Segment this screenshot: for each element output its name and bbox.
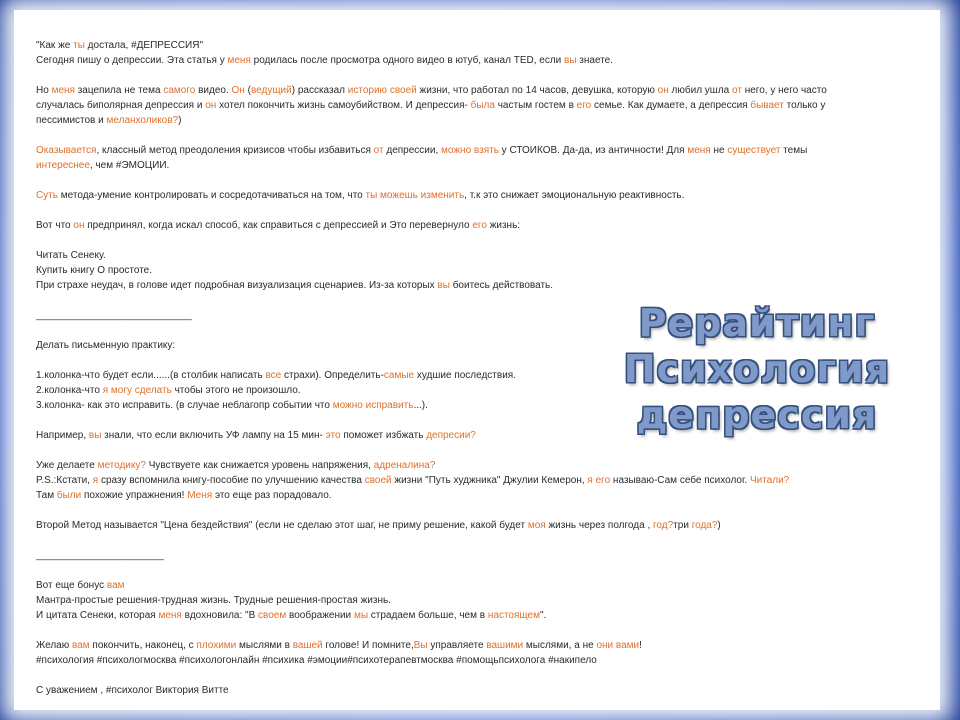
text-line: [36, 578, 916, 593]
text-line: [36, 143, 916, 158]
text-run: только у: [783, 100, 826, 111]
text-run: Уже делаете: [36, 460, 98, 471]
highlighted-word: вы: [437, 280, 450, 291]
highlighted-word: Суть: [36, 190, 59, 201]
text-run: чтобы этого не произошло.: [171, 385, 301, 396]
text-run: жизнь через полгода ,: [545, 520, 653, 531]
highlighted-word: адреналина?: [373, 460, 436, 471]
highlighted-word: вы: [88, 430, 102, 441]
text-run: ".: [539, 610, 547, 621]
slide-title-line-3: депрессия: [636, 393, 878, 437]
text-run: #психология #психологмосква #психологонлайн #психика #эмоции#психотерапевтмосква #помощьпсихолога #накипело: [36, 655, 597, 666]
text-line: [36, 218, 916, 233]
text-line: [36, 458, 916, 473]
text-line: [36, 488, 916, 503]
text-line: [36, 593, 916, 608]
highlighted-word: вашими: [486, 640, 524, 651]
text-line: [36, 473, 916, 488]
text-run: Там: [36, 490, 57, 501]
text-run: темы: [780, 145, 808, 156]
text-run: это еще раз порадовало.: [212, 490, 332, 501]
text-run: ____________________________: [36, 310, 192, 321]
highlighted-word: это: [325, 430, 341, 441]
highlighted-word: Меня: [187, 490, 213, 501]
highlighted-word: от: [732, 85, 742, 96]
text-run: не: [710, 145, 728, 156]
highlighted-word: вашей: [292, 640, 323, 651]
highlighted-word: существует: [727, 145, 781, 156]
text-line: [36, 248, 916, 263]
text-run: достала, #ДЕПРЕССИЯ": [84, 40, 203, 51]
text-line: [36, 638, 916, 653]
text-run: похожие упражнения!: [81, 490, 188, 501]
text-line: [36, 518, 916, 533]
text-run: вдохновила: "В: [181, 610, 259, 621]
text-line: [36, 683, 916, 696]
blank-line: [36, 668, 916, 683]
highlighted-word: Оказывается: [36, 145, 97, 156]
text-run: , т.к это снижает эмоциональную реактивность.: [464, 190, 685, 201]
text-run: Читать Сенеку.: [36, 250, 106, 261]
text-line: [36, 113, 916, 128]
text-run: страдаем больше, чем в: [368, 610, 488, 621]
highlighted-word: от: [373, 145, 384, 156]
highlighted-word: он: [205, 100, 217, 111]
highlighted-word: все: [265, 370, 282, 381]
text-run: ): [178, 115, 182, 126]
blank-line: [36, 563, 916, 578]
highlighted-word: он: [73, 220, 85, 231]
text-run: Чувствуете как снижается уровень напряжения,: [145, 460, 374, 471]
text-run: мыслями, а не: [523, 640, 597, 651]
highlighted-word: была: [470, 100, 495, 111]
slide-title-line-1: Рерайтинг: [638, 301, 876, 345]
highlighted-word: можно исправить: [332, 400, 414, 411]
text-run: P.S.:Кстати,: [36, 475, 93, 486]
highlighted-word: настоящем: [487, 610, 540, 621]
text-run: Например,: [36, 430, 89, 441]
text-run: страхи). Определить-: [281, 370, 384, 381]
text-line: [36, 38, 916, 53]
text-line: [36, 653, 916, 668]
text-run: зацепила не тема: [74, 85, 164, 96]
text-run: боитесь действовать.: [449, 280, 554, 291]
slide-title-line-2: Психология: [623, 347, 891, 391]
text-run: ) рассказал: [291, 85, 348, 96]
text-run: воображении: [286, 610, 354, 621]
blank-line: [36, 503, 916, 518]
slide-title: [612, 300, 902, 438]
highlighted-word: методику?: [97, 460, 146, 471]
text-run: При страхе неудач, в голове идет подробная визуализация сценариев. Из-за которых: [36, 280, 438, 291]
highlighted-word: бывает: [750, 100, 784, 111]
blank-line: [36, 68, 916, 83]
text-line: [36, 188, 916, 203]
text-run: знали, что если включить УФ лампу на 15 мин-: [101, 430, 326, 441]
text-run: три: [673, 520, 692, 531]
text-run: знаете.: [576, 55, 614, 66]
highlighted-word: мы: [353, 610, 368, 621]
text-run: ...).: [413, 400, 428, 411]
highlighted-word: меня: [687, 145, 711, 156]
text-run: мыслями в: [236, 640, 293, 651]
blank-line: [36, 443, 916, 458]
text-line: [36, 278, 916, 293]
text-run: Вот еще бонус: [36, 580, 107, 591]
highlighted-word: меня: [158, 610, 182, 621]
text-run: случалась биполярная депрессия и: [36, 100, 206, 111]
text-run: него, у него часто: [741, 85, 827, 96]
text-run: 3.колонка- как это исправить. (в случае неблагопр событии что: [36, 400, 333, 411]
highlighted-word: я могу сделать: [102, 385, 172, 396]
blank-line: [36, 533, 916, 548]
highlighted-word: я: [92, 475, 99, 486]
text-run: жизни "Путь худжника" Джулии Кемерон,: [391, 475, 588, 486]
highlighted-word: Вы: [413, 640, 428, 651]
highlighted-word: моя: [527, 520, 546, 531]
highlighted-word: меня: [227, 55, 251, 66]
highlighted-word: Читали?: [749, 475, 790, 486]
text-run: частым гостем в: [494, 100, 577, 111]
blank-line: [36, 233, 916, 248]
text-run: Второй Метод называется "Цена бездействия" (если не сделаю этот шаг, не приму решение, какой будет: [36, 520, 528, 531]
highlighted-word: самые: [383, 370, 415, 381]
text-run: хотел покончить жизнь самоубийством. И депрессия-: [216, 100, 471, 111]
text-run: жизни, что работал по 14 часов, девушка, которую: [416, 85, 658, 96]
highlighted-word: он: [657, 85, 669, 96]
text-run: _______________________: [36, 550, 164, 561]
text-run: пессимистов и: [36, 115, 107, 126]
text-run: поможет избжать: [340, 430, 427, 441]
blank-line: [36, 173, 916, 188]
highlighted-word: вы: [564, 55, 577, 66]
text-run: Купить книгу О простоте.: [36, 265, 153, 276]
highlighted-word: ведущий: [250, 85, 292, 96]
text-line: [36, 98, 916, 113]
highlighted-word: я его: [587, 475, 611, 486]
text-run: родилась после просмотра одного видео в ютуб, канал TED, если: [250, 55, 565, 66]
text-run: Вот что: [36, 220, 74, 231]
text-run: , классный метод преодоления кризисов чтобы избавиться: [96, 145, 374, 156]
text-run: Желаю: [36, 640, 73, 651]
highlighted-word: они вами: [596, 640, 640, 651]
text-run: , чем #ЭМОЦИИ.: [89, 160, 170, 171]
text-line: [36, 263, 916, 278]
highlighted-word: депресии?: [426, 430, 476, 441]
text-run: И цитата Сенеки, которая: [36, 610, 159, 621]
highlighted-word: года?: [691, 520, 718, 531]
text-run: Мантра-простые решения-трудная жизнь. Трудные решения-простая жизнь.: [36, 595, 391, 606]
highlighted-word: интереснее: [36, 160, 90, 171]
highlighted-word: плохими: [196, 640, 237, 651]
text-run: 2.колонка-что: [36, 385, 103, 396]
highlighted-word: ты можешь изменить: [365, 190, 465, 201]
highlighted-word: Он: [231, 85, 245, 96]
text-run: ): [717, 520, 721, 531]
text-run: покончить, наконец, с: [89, 640, 197, 651]
highlighted-word: его: [576, 100, 592, 111]
blank-line: [36, 203, 916, 218]
text-run: называю-Сам себе психолог.: [610, 475, 750, 486]
highlighted-word: его: [472, 220, 487, 231]
highlighted-word: вам: [106, 580, 125, 591]
highlighted-word: самого: [163, 85, 196, 96]
highlighted-word: год?: [653, 520, 674, 531]
highlighted-word: меланхоликов?: [106, 115, 179, 126]
text-run: депрессии,: [383, 145, 442, 156]
highlighted-word: меня: [51, 85, 75, 96]
text-line: [36, 158, 916, 173]
text-run: худшие последствия.: [414, 370, 516, 381]
highlighted-word: своем: [258, 610, 287, 621]
highlighted-word: можно взять: [441, 145, 499, 156]
text-run: "Как же: [36, 40, 74, 51]
text-run: предпринял, когда искал способ, как справиться с депрессией и Это перевернуло: [84, 220, 473, 231]
text-line: [36, 608, 916, 623]
text-run: Но: [36, 85, 52, 96]
highlighted-word: были: [56, 490, 82, 501]
blank-line: [36, 128, 916, 143]
text-run: !: [639, 640, 642, 651]
text-line: [36, 548, 916, 563]
text-line: [36, 53, 916, 68]
text-run: Делать письменную практику:: [36, 340, 176, 351]
text-run: метода-умение контролировать и сосредотачиваться на том, что: [58, 190, 366, 201]
text-run: голове! И помните,: [322, 640, 414, 651]
text-run: Сегодня пишу о депрессии. Эта статья у: [36, 55, 228, 66]
text-run: сразу вспомнила книгу-пособие по улучшению качества: [98, 475, 365, 486]
text-run: семье. Как думаете, а депрессия: [591, 100, 751, 111]
blank-line: [36, 623, 916, 638]
text-run: управляете: [427, 640, 487, 651]
text-run: у СТОИКОВ. Да-да, из античности! Для: [498, 145, 688, 156]
highlighted-word: своей: [364, 475, 392, 486]
highlighted-word: вам: [72, 640, 90, 651]
text-run: С уважением , #психолог Виктория Витте: [36, 685, 229, 696]
text-line: [36, 83, 916, 98]
text-run: (: [244, 85, 251, 96]
highlighted-word: ты: [73, 40, 85, 51]
text-run: жизнь:: [486, 220, 521, 231]
text-run: 1.колонка-что будет если......(в столбик написать: [36, 370, 266, 381]
text-run: любил ушла: [668, 85, 733, 96]
text-run: видео.: [195, 85, 232, 96]
highlighted-word: историю своей: [347, 85, 417, 96]
